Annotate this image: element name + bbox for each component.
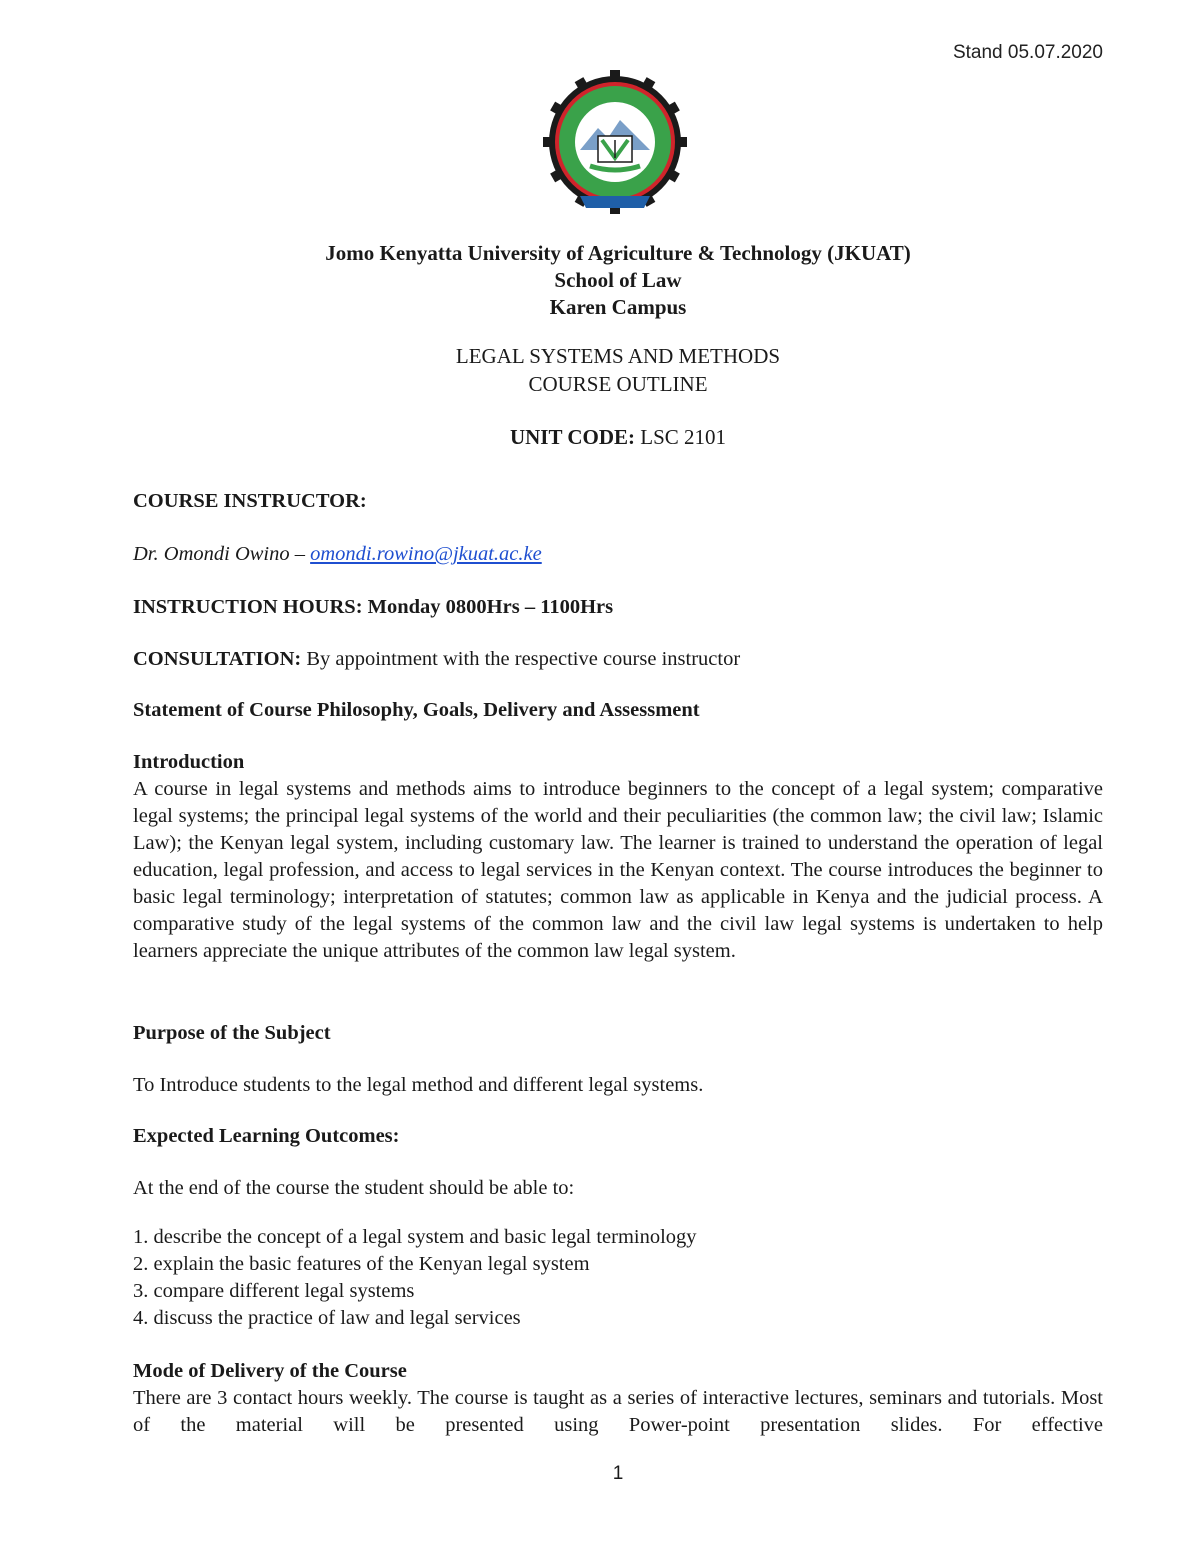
introduction-paragraph: A course in legal systems and methods aims to introduce beginners to the concept of a legal system; comparative legal systems; the principal legal systems of the world and their peculiarities (the common law; the civil law; Islamic Law); the Kenyan legal system, including customary law. The learner is trained to understand the operation of legal education, legal profession, and access to legal services in the Kenyan context. The course introduces the beginner to basic legal terminology; interpretation of statutes; common law as applicable in Kenya and the judicial process. A comparative study of the legal systems of the common law and the civil law legal systems is undertaken to help learners appreciate the unique attributes of the common law legal system. — [133, 778, 1103, 962]
instructor-name: Dr. Omondi Owino – — [133, 543, 311, 565]
unit-code-label: UNIT CODE: — [509, 425, 636, 449]
unit-code-value: LSC 2101 — [635, 425, 727, 449]
university-logo — [540, 70, 690, 220]
purpose-paragraph: To Introduce students to the legal method and different legal systems. — [133, 1074, 704, 1096]
delivery-heading: Mode of Delivery of the Course — [133, 1360, 407, 1382]
list-item: 3. compare different legal systems — [133, 1280, 415, 1302]
page-number: 1 — [612, 1463, 624, 1484]
outcomes-list — [133, 1224, 1103, 1332]
list-item: 2. explain the basic features of the Kenyan legal system — [133, 1253, 590, 1275]
instructor-heading: COURSE INSTRUCTOR: — [133, 490, 367, 512]
purpose-heading: Purpose of the Subject — [133, 1022, 331, 1044]
course-title: LEGAL SYSTEMS AND METHODS — [455, 344, 781, 368]
consultation-label: CONSULTATION: — [133, 648, 302, 670]
instructor-line — [133, 541, 1103, 568]
list-item: 1. describe the concept of a legal system and basic legal terminology — [133, 1226, 697, 1248]
consultation-text: By appointment with the respective course instructor — [301, 648, 741, 670]
outcomes-heading: Expected Learning Outcomes: — [133, 1125, 400, 1147]
consultation-line — [133, 646, 1103, 673]
delivery-paragraph: There are 3 contact hours weekly. The course is taught as a series of interactive lectures, seminars and tutorials. Most of the material will be presented using Power-point presentation slides. For effective — [133, 1387, 1103, 1436]
school-name: School of Law — [554, 268, 682, 292]
document-date-stamp: Stand 05.07.2020 — [952, 42, 1103, 63]
course-subtitle: COURSE OUTLINE — [528, 372, 708, 396]
introduction-heading: Introduction — [133, 751, 245, 773]
instruction-hours: INSTRUCTION HOURS: Monday 0800Hrs – 1100Hrs — [133, 596, 614, 618]
institution-name: Jomo Kenyatta University of Agriculture & Technology (JKUAT) — [325, 241, 911, 265]
list-item: 4. discuss the practice of law and legal services — [133, 1307, 521, 1329]
statement-heading: Statement of Course Philosophy, Goals, Delivery and Assessment — [133, 699, 700, 721]
unit-code-line — [0, 424, 1200, 451]
outcomes-intro: At the end of the course the student should be able to: — [133, 1177, 575, 1199]
instructor-email-link[interactable]: omondi.rowino@jkuat.ac.ke — [310, 543, 542, 565]
campus-name: Karen Campus — [549, 295, 687, 319]
